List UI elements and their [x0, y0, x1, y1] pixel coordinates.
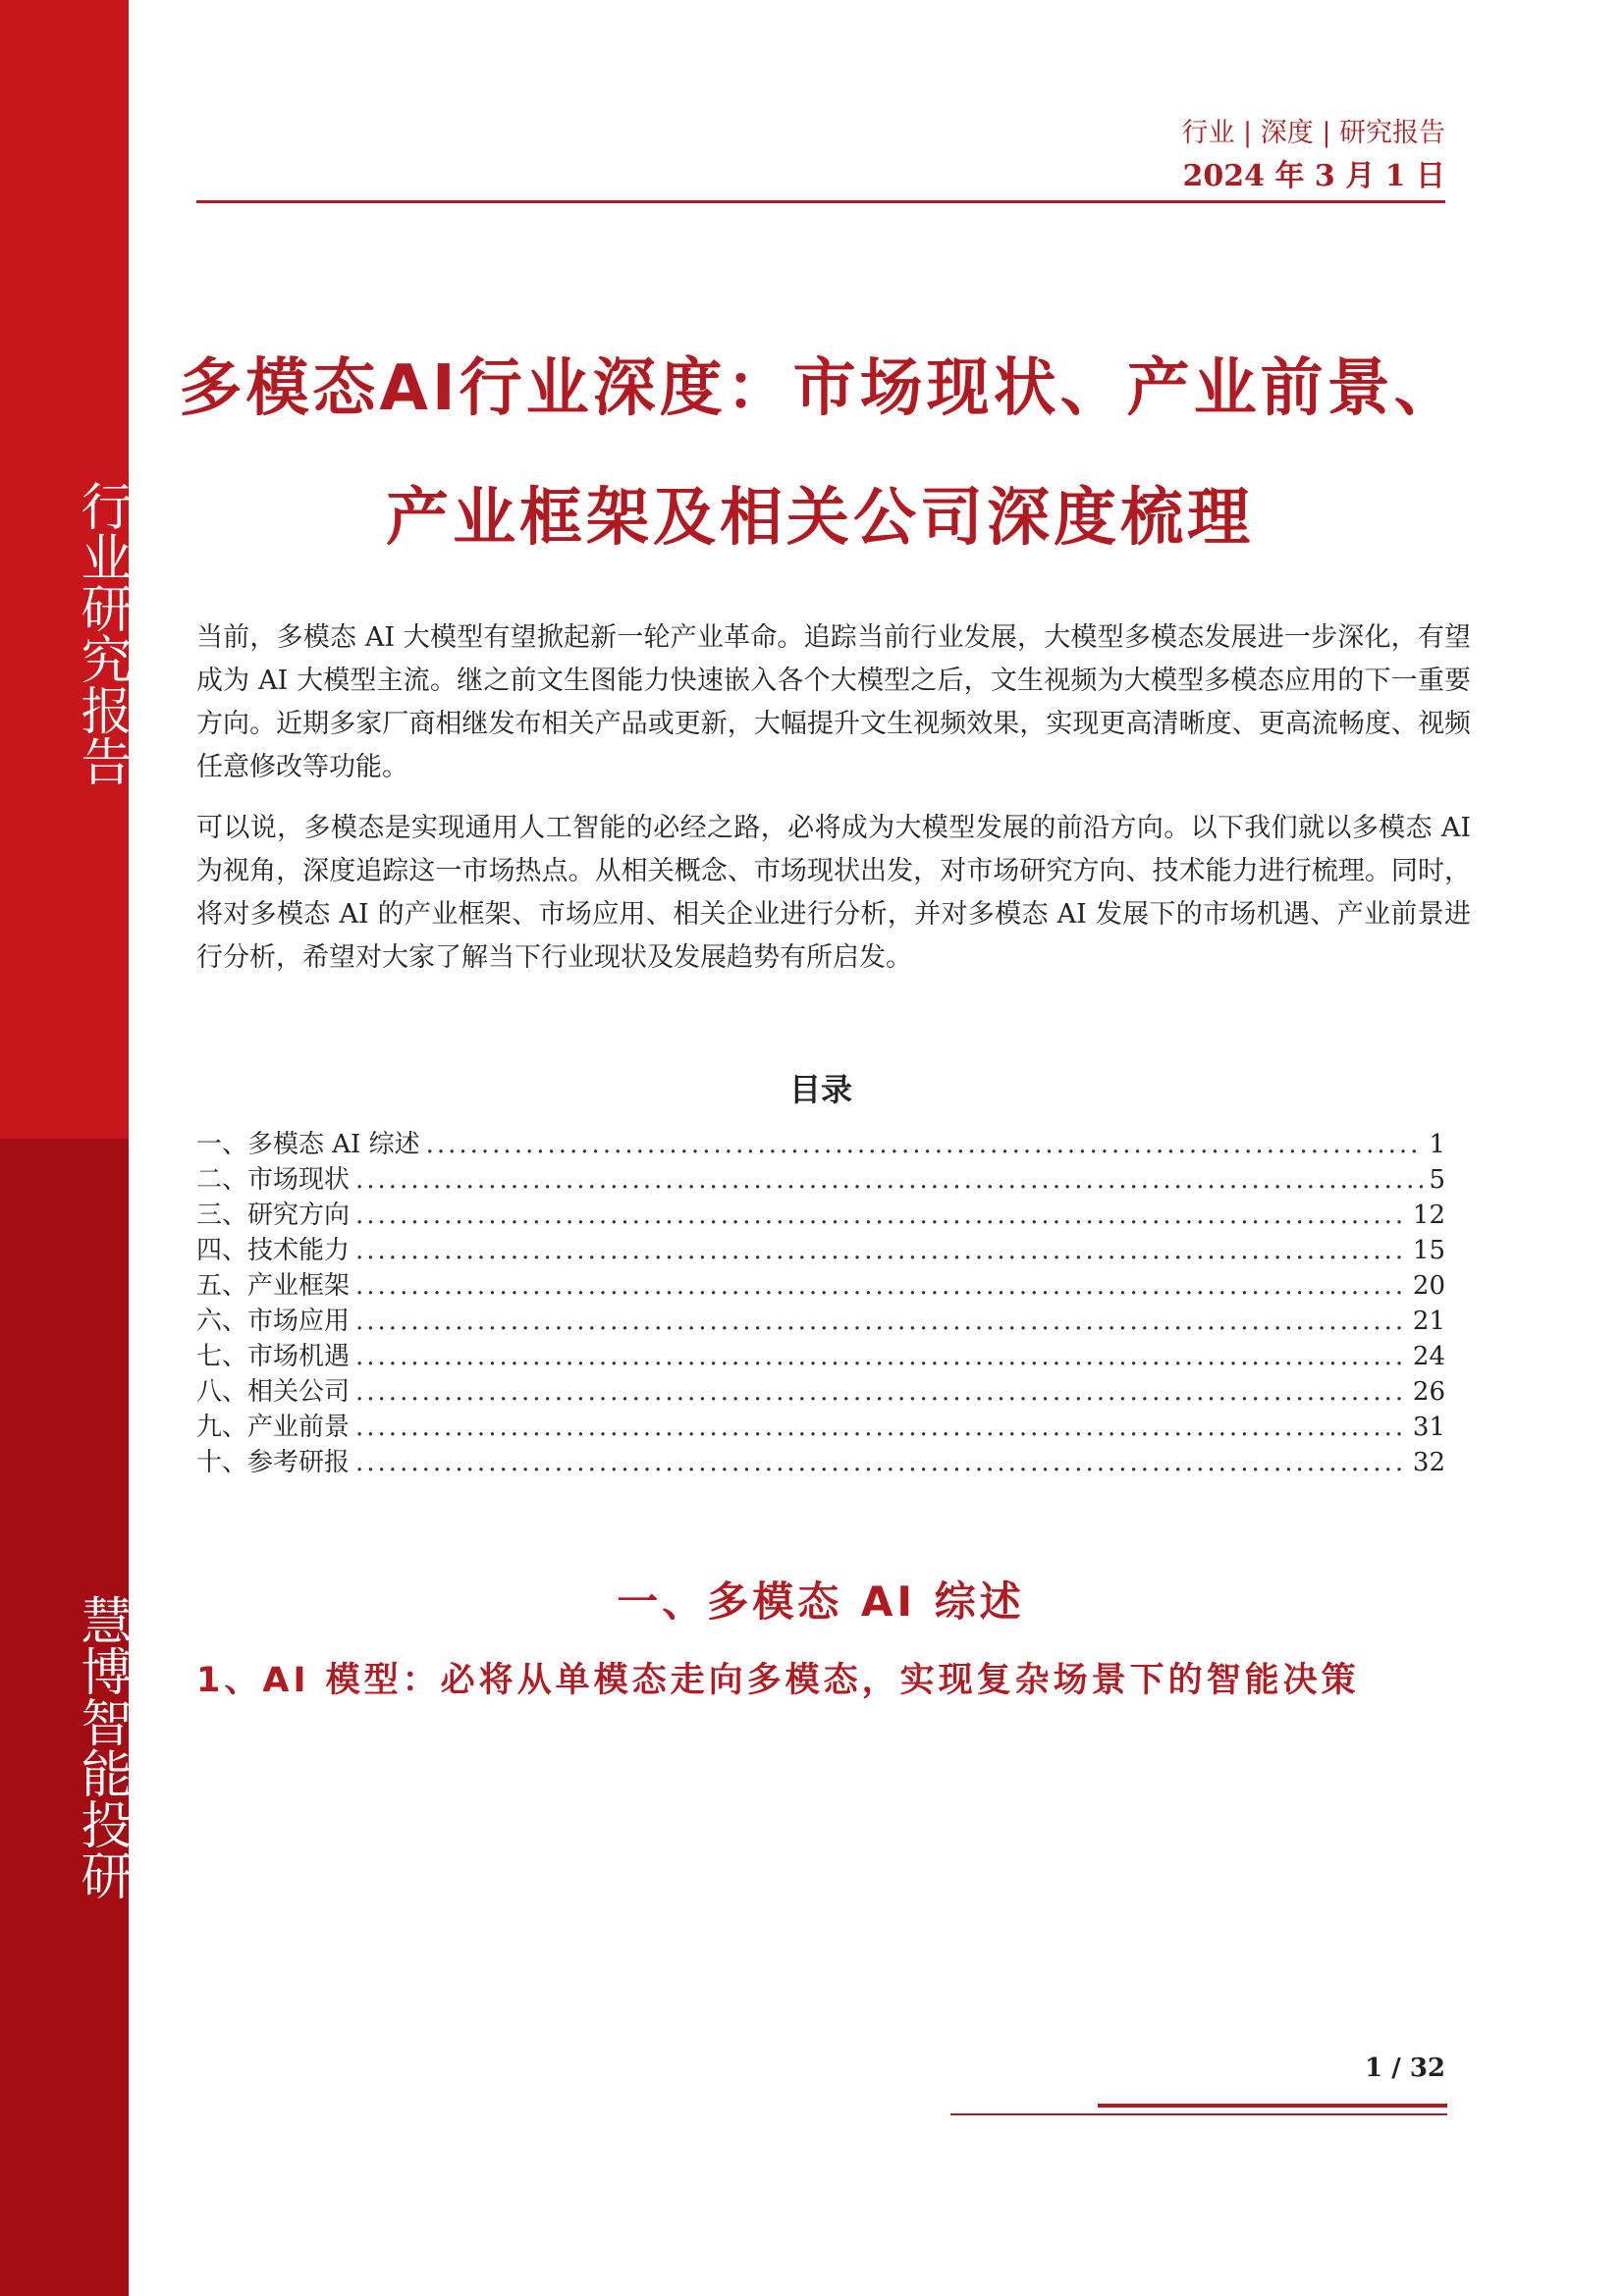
footer-divider-thin: [950, 2113, 1447, 2115]
title-line-1: 多模态AI行业深度：市场现状、产业前景、: [179, 352, 1461, 425]
toc-item-page: 24: [1412, 1342, 1445, 1371]
toc-leader-dots: [355, 1445, 1407, 1480]
intro-paragraph-1: 当前，多模态 AI 大模型有望掀起新一轮产业革命。追踪当前行业发展，大模型多模态发展进一步深化，有望成为 AI 大模型主流。继之前文生图能力快速嵌入各个大模型之后，文生视频为大模型多模态应用的下一重要方向。近期多家厂商相继发布相关产品或更新，大幅提升文生视频效果，实现更高清晰度、更高流畅度、视频任意修改等功能。: [196, 622, 1471, 782]
toc-leader-dots: [426, 1127, 1424, 1162]
document-title: [167, 324, 1473, 583]
sidebar-brand-label: 慧博智能投研: [72, 1594, 131, 1900]
toc-item[interactable]: [196, 1198, 1445, 1233]
toc-item-label: 九、产业前景: [196, 1413, 351, 1442]
toc-item-label: 一、多模态 AI 综述: [196, 1130, 420, 1159]
toc-item-label: 六、市场应用: [196, 1307, 351, 1336]
toc-item[interactable]: [196, 1268, 1445, 1304]
table-of-contents: [196, 1127, 1445, 1480]
toc-title: 目录: [788, 1071, 852, 1108]
header-divider: [196, 200, 1445, 203]
toc-leader-dots: [355, 1410, 1407, 1445]
toc-item-page: 21: [1412, 1307, 1445, 1336]
toc-item-page: 31: [1412, 1413, 1445, 1442]
toc-item-page: 32: [1412, 1448, 1445, 1477]
toc-item-page: 1: [1429, 1130, 1445, 1159]
toc-leader-dots: [355, 1198, 1407, 1233]
document-header: [1181, 116, 1445, 196]
toc-item[interactable]: [196, 1410, 1445, 1445]
toc-item-label: 八、相关公司: [196, 1377, 351, 1407]
section-heading: 一、多模态 AI 综述: [617, 1577, 1025, 1626]
toc-item-label: 七、市场机遇: [196, 1342, 351, 1371]
toc-leader-dots: [355, 1233, 1407, 1268]
toc-item[interactable]: [196, 1127, 1445, 1162]
title-line-2: 产业框架及相关公司深度梳理: [386, 482, 1254, 555]
toc-leader-dots: [355, 1304, 1407, 1339]
toc-item[interactable]: [196, 1445, 1445, 1480]
section-subheading: 1、AI 模型：必将从单模态走向多模态，实现复杂场景下的智能决策: [196, 1661, 1360, 1700]
intro-paragraph-2: 可以说，多模态是实现通用人工智能的必经之路，必将成为大模型发展的前沿方向。以下我们就以多模态 AI 为视角，深度追踪这一市场热点。从相关概念、市场现状出发，对市场研究方向、技术能力进行梳理。同时，将对多模态 AI 的产业框架、市场应用、相关企业进行分析，并对多模态 AI 发展下的市场机遇、产业前景进行分析，希望对大家了解当下行业现状及发展趋势有所启发。: [196, 813, 1471, 973]
toc-item-page: 5: [1429, 1165, 1445, 1195]
toc-item-page: 20: [1412, 1271, 1445, 1301]
toc-item[interactable]: [196, 1162, 1445, 1198]
toc-item-label: 三、研究方向: [196, 1201, 351, 1230]
toc-item[interactable]: [196, 1339, 1445, 1374]
toc-item-label: 十、参考研报: [196, 1448, 351, 1477]
toc-leader-dots: [355, 1374, 1407, 1410]
toc-item[interactable]: [196, 1374, 1445, 1410]
toc-item-page: 15: [1412, 1236, 1445, 1265]
toc-item-label: 五、产业框架: [196, 1271, 351, 1301]
page-number: 1 / 32: [1365, 2054, 1445, 2083]
toc-item-label: 二、市场现状: [196, 1165, 351, 1195]
toc-item-page: 12: [1412, 1201, 1445, 1230]
toc-leader-dots: [355, 1268, 1407, 1304]
toc-item-label: 四、技术能力: [196, 1236, 351, 1265]
toc-item-page: 26: [1412, 1377, 1445, 1407]
header-tags: 行业 | 深度 | 研究报告: [1181, 118, 1445, 148]
toc-leader-dots: [355, 1162, 1423, 1198]
toc-leader-dots: [355, 1339, 1407, 1374]
sidebar-report-type-label: 行业研究报告: [72, 480, 131, 786]
header-date: 2024 年 3 月 1 日: [1182, 159, 1445, 193]
toc-item[interactable]: [196, 1304, 1445, 1339]
toc-item[interactable]: [196, 1233, 1445, 1268]
footer-divider-thick: [1098, 2104, 1447, 2108]
